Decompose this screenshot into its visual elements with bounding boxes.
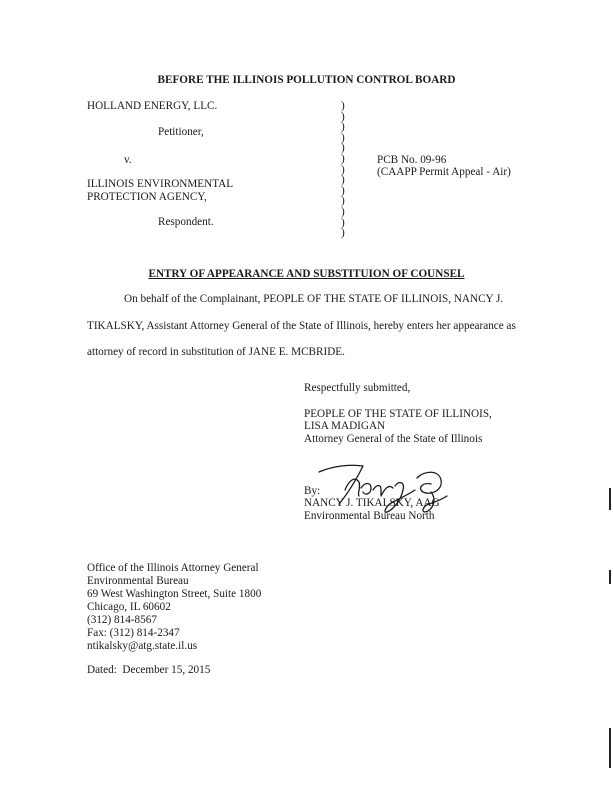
party-name: PEOPLE OF THE STATE OF ILLINOIS, xyxy=(304,408,492,420)
contact-fax: Fax: (312) 814-2347 xyxy=(87,627,180,639)
paren: ) xyxy=(341,184,345,197)
paren: ) xyxy=(341,227,345,240)
case-type: (CAAPP Permit Appeal - Air) xyxy=(377,166,511,178)
case-number: PCB No. 09-96 xyxy=(377,154,447,166)
versus-label: v. xyxy=(124,154,132,166)
scan-edge-mark xyxy=(609,488,611,510)
paren: ) xyxy=(341,110,345,123)
contact-phone: (312) 814-8567 xyxy=(87,614,157,626)
paren: ) xyxy=(341,174,345,187)
body-line-2: TIKALSKY, Assistant Attorney General of the State of Illinois, hereby enters her appearance as xyxy=(87,320,516,332)
signer-bureau: Environmental Bureau North xyxy=(304,510,435,522)
paren: ) xyxy=(341,205,345,218)
by-label: By: xyxy=(304,485,321,497)
attorney-general-title: Attorney General of the State of Illinois xyxy=(304,433,483,445)
dated-line: Dated: December 15, 2015 xyxy=(87,664,211,676)
respondent-name-line1: ILLINOIS ENVIRONMENTAL xyxy=(87,178,234,190)
paren: ) xyxy=(341,216,345,229)
petitioner-role: Petitioner, xyxy=(158,126,204,138)
caption-divider xyxy=(341,101,345,239)
body-line-1: On behalf of the Complainant, PEOPLE OF THE STATE OF ILLINOIS, NANCY J. xyxy=(124,293,504,305)
scan-edge-mark xyxy=(609,570,611,584)
contact-bureau: Environmental Bureau xyxy=(87,575,189,587)
paren: ) xyxy=(341,142,345,155)
scan-edge-mark xyxy=(609,728,611,768)
body-line-3: attorney of record in substitution of JANE E. MCBRIDE. xyxy=(87,346,345,358)
contact-city: Chicago, IL 60602 xyxy=(87,601,171,613)
paren: ) xyxy=(341,195,345,208)
respondent-name-line2: PROTECTION AGENCY, xyxy=(87,191,207,203)
paren: ) xyxy=(341,100,345,112)
contact-office: Office of the Illinois Attorney General xyxy=(87,562,259,574)
contact-street: 69 West Washington Street, Suite 1800 xyxy=(87,588,262,600)
petitioner-name: HOLLAND ENERGY, LLC. xyxy=(87,100,218,112)
paren: ) xyxy=(341,131,345,144)
respondent-role: Respondent. xyxy=(158,216,214,228)
closing: Respectfully submitted, xyxy=(304,382,411,394)
board-title: BEFORE THE ILLINOIS POLLUTION CONTROL BOARD xyxy=(157,74,456,86)
paren: ) xyxy=(341,152,345,165)
paren: ) xyxy=(341,163,345,176)
signer-name: NANCY J. TIKALSKY, AAG xyxy=(304,497,440,509)
contact-email: ntikalsky@atg.state.il.us xyxy=(87,640,198,652)
document-heading: ENTRY OF APPEARANCE AND SUBSTITUION OF COUNSEL xyxy=(148,268,465,280)
paren: ) xyxy=(341,121,345,134)
attorney-general-name: LISA MADIGAN xyxy=(304,420,386,432)
